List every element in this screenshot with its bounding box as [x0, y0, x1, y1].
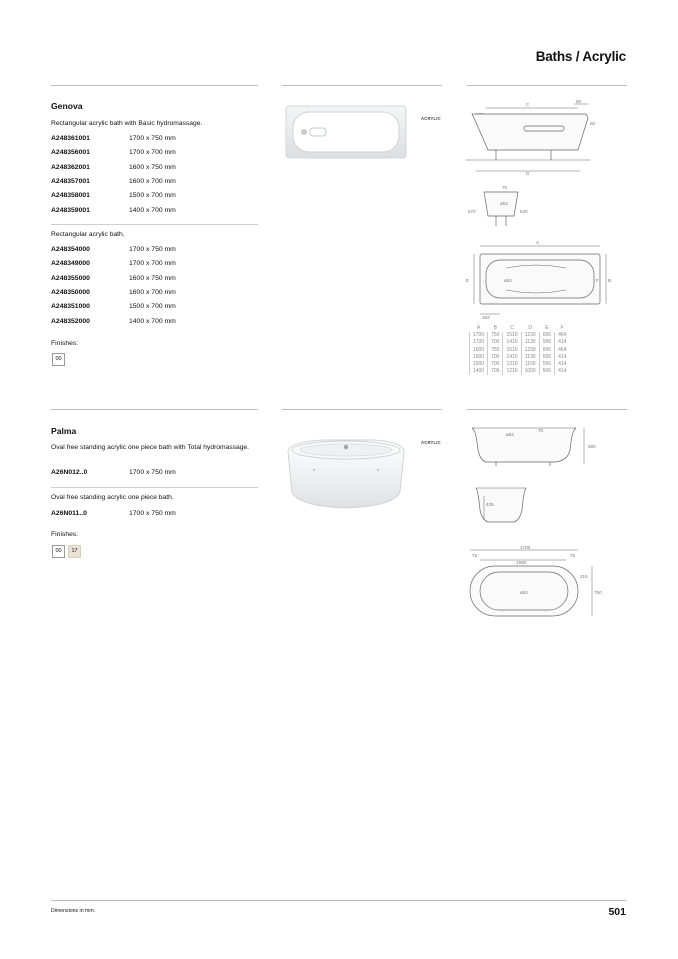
product-size: 1400 x 700 mm [129, 206, 176, 214]
dim-a: A [536, 240, 540, 245]
product-size: 1600 x 750 mm [129, 163, 176, 171]
footer-note: Dimensions in mm. [51, 908, 96, 914]
dim-570: 570 [468, 209, 476, 214]
table-cell: 700 [488, 354, 503, 361]
genova-bath-photo [284, 104, 408, 160]
table-cell: 1510 [503, 347, 521, 354]
product-size: 1700 x 750 mm [129, 135, 176, 142]
dim-dia52-plan: ø52 [504, 278, 512, 283]
palma-bath-photo [284, 430, 408, 512]
section-title-palma: Palma [51, 426, 77, 436]
product-size: 1500 x 700 mm [129, 192, 176, 200]
table-header-cell: A [476, 325, 481, 331]
table-header-cell: E [545, 325, 549, 331]
product-code: A248358001 [51, 192, 90, 200]
table-cell: 1130 [521, 354, 539, 361]
dim-70: 70 [502, 185, 508, 190]
product-description: Rectangular acrylic bath with Basic hydromassage. [51, 120, 203, 127]
table-cell: 1310 [503, 361, 521, 368]
product-code: A26N011..0 [51, 510, 87, 517]
table-cell: 414 [555, 361, 570, 368]
dim-750: 750 [594, 590, 602, 595]
product-size: 1400 x 700 mm [129, 317, 176, 325]
product-code: A248349000 [51, 260, 90, 268]
dim-dia52-plan: ø52 [520, 590, 528, 595]
table-cell: 750 [488, 347, 503, 354]
divider [467, 409, 627, 410]
product-size: 1700 x 750 mm [129, 469, 176, 476]
product-list [51, 469, 251, 483]
table-cell: 750 [488, 332, 503, 339]
table-cell: 556 [539, 361, 554, 368]
product-code: A248362001 [51, 163, 90, 171]
table-cell: 556 [539, 339, 554, 346]
finish-swatch-17[interactable]: 17 [68, 545, 81, 558]
table-cell: 700 [488, 368, 503, 375]
dim-435: 435 [486, 502, 494, 507]
table-row [470, 339, 570, 346]
divider [51, 85, 258, 86]
table-cell: 1500 [470, 361, 488, 368]
product-description: Oval free standing acrylic one piece bath. [51, 494, 174, 501]
dim-75-left: 75 [472, 553, 478, 558]
product-list [51, 510, 251, 524]
product-code: A248351000 [51, 303, 90, 311]
table-cell: 1230 [521, 347, 539, 354]
product-code: A248352000 [51, 317, 90, 325]
page-number: 501 [608, 906, 626, 918]
product-size: 1500 x 700 mm [129, 303, 176, 311]
product-list [51, 246, 251, 336]
dim-215: 215 [580, 574, 588, 579]
product-description: Oval free standing acrylic one piece bath with Total hydromassage. [51, 444, 250, 451]
finish-swatch-00[interactable]: 00 [52, 353, 65, 366]
palma-technical-drawing [466, 420, 616, 620]
dim-50: 50 [590, 121, 596, 126]
table-row [470, 368, 570, 375]
table-cell: 506 [539, 368, 554, 375]
divider [51, 487, 258, 488]
dim-dia52-side: ø52 [506, 432, 514, 437]
table-cell: 464 [555, 347, 570, 354]
table-cell: 1700 [470, 339, 488, 346]
divider [282, 409, 442, 410]
table-cell: 1700 [470, 332, 488, 339]
dim-c: C [526, 102, 530, 107]
product-code: A248354000 [51, 246, 90, 253]
table-cell: 464 [555, 332, 570, 339]
product-description: Rectangular acrylic bath. [51, 231, 125, 238]
divider [467, 85, 627, 86]
table-cell: 414 [555, 339, 570, 346]
dim-b: B [608, 278, 612, 283]
section-title-genova: Genova [51, 101, 83, 111]
product-code: A26N012..0 [51, 469, 88, 476]
product-list [51, 135, 251, 225]
table-header-cell: C [510, 325, 514, 331]
product-code: A248361001 [51, 135, 90, 142]
table-cell: 414 [555, 354, 570, 361]
product-code: A248355000 [51, 274, 90, 282]
table-cell: 1400 [470, 368, 488, 375]
table-cell: 1410 [503, 354, 521, 361]
table-cell: 1130 [521, 339, 539, 346]
table-row [470, 361, 570, 368]
table-cell: 700 [488, 361, 503, 368]
table-cell: 606 [539, 332, 554, 339]
table-cell: 606 [539, 347, 554, 354]
divider [51, 224, 258, 225]
table-cell: 1230 [521, 332, 539, 339]
product-size: 1600 x 700 mm [129, 288, 176, 296]
dimension-table [469, 325, 569, 375]
page-title: Baths / Acrylic [535, 49, 626, 64]
table-cell: 1210 [503, 368, 521, 375]
table-cell: 414 [555, 368, 570, 375]
dim-75-right: 75 [570, 553, 576, 558]
product-code: A248350000 [51, 288, 90, 296]
table-cell: 1510 [503, 332, 521, 339]
product-size: 1700 x 700 mm [129, 260, 176, 268]
divider [51, 409, 258, 410]
dim-d: D [526, 171, 530, 176]
material-badge: ACRYLIC [421, 440, 441, 445]
footer-divider [51, 900, 627, 901]
finishes-label: Finishes: [51, 340, 79, 347]
product-size: 1700 x 750 mm [129, 510, 176, 517]
product-size: 1700 x 750 mm [129, 246, 176, 253]
table-cell: 556 [539, 354, 554, 361]
dim-f: F [596, 278, 599, 283]
table-cell: 1000 [521, 368, 539, 375]
table-header-cell: F [560, 325, 564, 331]
table-cell: 1410 [503, 339, 521, 346]
product-code: A248359001 [51, 206, 90, 214]
table-header-cell: D [528, 325, 532, 331]
dim-90: 90 [576, 99, 582, 104]
table-cell: 1600 [470, 347, 488, 354]
table-cell: 1600 [470, 354, 488, 361]
dim-540: 540 [520, 209, 528, 214]
dim-1700: 1700 [520, 545, 531, 550]
table-cell: 1100 [521, 361, 539, 368]
product-size: 1700 x 700 mm [129, 149, 176, 157]
product-size: 1600 x 750 mm [129, 274, 176, 282]
divider [282, 85, 442, 86]
dim-e: E [466, 278, 470, 283]
table-row [470, 332, 570, 339]
product-code: A248357001 [51, 177, 90, 185]
genova-technical-drawing [466, 96, 616, 336]
material-badge: ACRYLIC [421, 116, 441, 121]
product-size: 1600 x 700 mm [129, 177, 176, 185]
table-cell: 700 [488, 339, 503, 346]
table-header-cell: B [493, 325, 497, 331]
dim-dia52: ø52 [500, 201, 508, 206]
table-header-row [470, 325, 570, 332]
dim-580: 580 [588, 444, 596, 449]
dim-70: 70 [538, 428, 544, 433]
table-row [470, 354, 570, 361]
product-code: A248356001 [51, 149, 90, 157]
finish-swatch-00[interactable]: 00 [52, 545, 65, 558]
dim-282: 282 [482, 315, 490, 320]
table-row [470, 347, 570, 354]
finishes-label: Finishes: [51, 531, 79, 538]
dim-1560: 1560 [516, 560, 527, 565]
